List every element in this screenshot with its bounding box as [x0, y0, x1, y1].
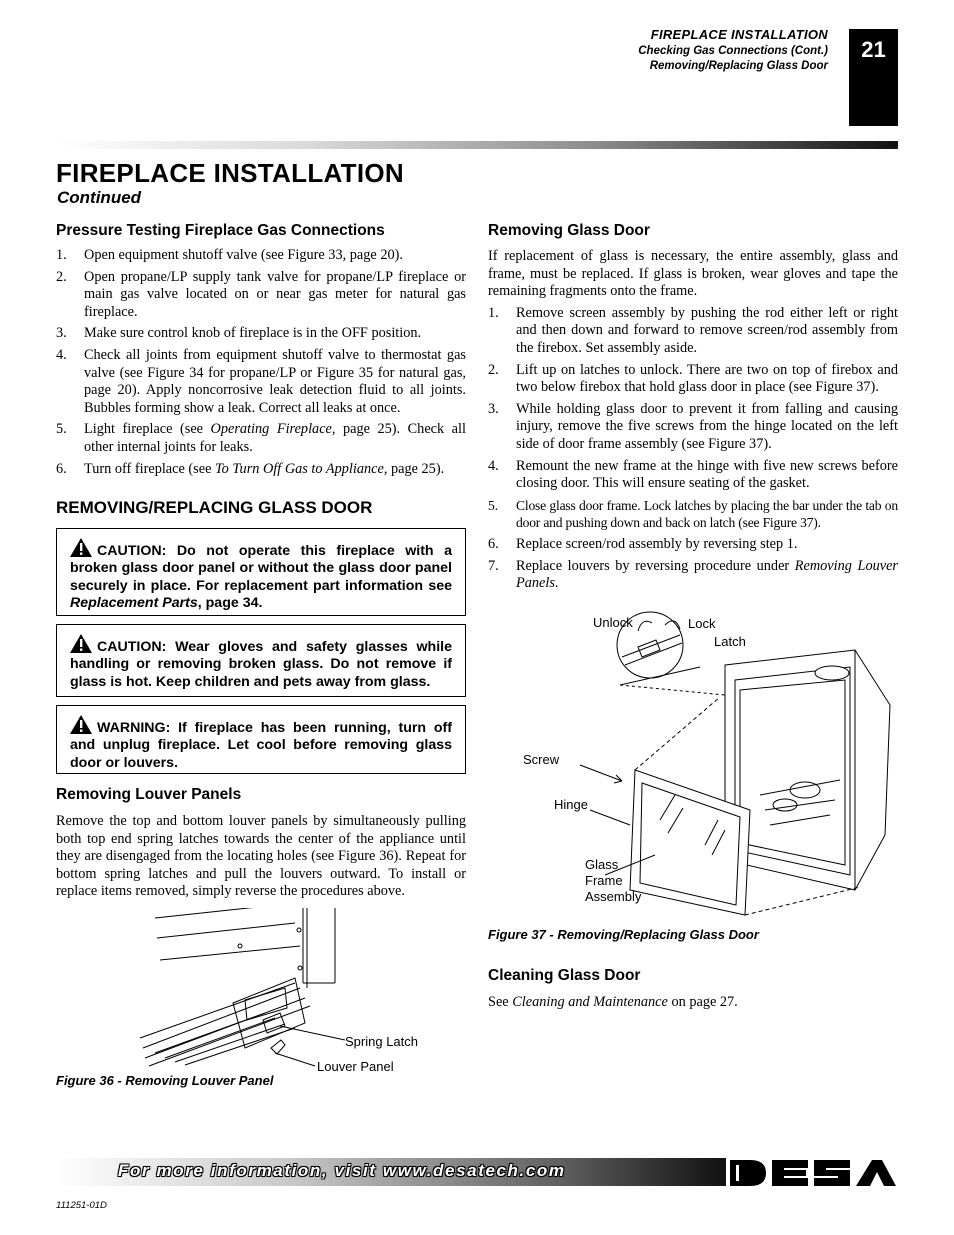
list-item: 5. Light fireplace (see Operating Fireplace, page 25). Check all other internal joints for leaks.: [56, 421, 466, 455]
glass-door-section-heading: REMOVING/REPLACING GLASS DOOR: [56, 498, 373, 517]
figure-36-caption: Figure 36 - Removing Louver Panel: [56, 1073, 274, 1088]
cleaning-section: [488, 967, 898, 1012]
caution-box-1: CAUTION: Do not operate this fireplace with a broken glass door panel or without the glass door panel securely in place. For replacement part information see Replacement Parts, page 34.: [56, 528, 466, 616]
removing-door-section: [488, 222, 898, 597]
cleaning-heading: Cleaning Glass Door: [488, 967, 641, 984]
label-lock: Lock: [688, 616, 716, 631]
removing-door-intro: If replacement of glass is necessary, the entire assembly, glass and frame, must be replaced. If glass is broken, wear gloves and tape the remaining fragments onto the frame.: [488, 248, 898, 300]
caution-box-2: CAUTION: Wear gloves and safety glasses while handling or removing broken glass. Do not remove if glass is hot. Keep children and pets away from glass.: [56, 624, 466, 697]
list-item: 3. While holding glass door to prevent it from falling and causing injury, remove the five screws from the hinge located on the left side of door frame assembly (see Figure 37).: [488, 400, 898, 452]
running-header: [638, 27, 828, 72]
warning-box: WARNING: If fireplace has been running, turn off and unplug fireplace. Let cool before removing glass door or louvers.: [56, 705, 466, 774]
footer-banner-text: For more information, visit www.desatech.com: [118, 1161, 566, 1180]
list-item: 1. Remove screen assembly by pushing the rod either left or right and then down and forward to remove screen/rod assembly from the firebox. Set assembly aside.: [488, 304, 898, 356]
warning-triangle-icon: [70, 538, 92, 557]
list-item: 6. Replace screen/rod assembly by reversing step 1.: [488, 535, 798, 552]
list-item: 1. Open equipment shutoff valve (see Figure 33, page 20).: [56, 247, 403, 263]
header-topic-1: Checking Gas Connections (Cont.): [638, 45, 828, 57]
list-item: 6. Turn off fireplace (see To Turn Off Gas to Appliance, page 25).: [56, 460, 445, 477]
list-item: 5. Close glass door frame. Lock latches by placing the bar under the tab on door and pushing down and back on latch (see Figure 37).: [488, 497, 898, 531]
page-subtitle: Continued: [57, 188, 142, 207]
label-glass-frame-assembly: Glass Frame Assembly: [585, 857, 642, 904]
header-section: FIREPLACE INSTALLATION: [650, 27, 828, 42]
removing-door-steps: [488, 305, 898, 593]
cleaning-body: See Cleaning and Maintenance on page 27.: [488, 994, 738, 1010]
list-item: 2. Open propane/LP supply tank valve for propane/LP fireplace or main gas valve located on or near gas meter for natural gas fireplace.: [56, 268, 466, 320]
louver-heading: Removing Louver Panels: [56, 786, 242, 803]
warning-triangle-icon: [70, 634, 92, 653]
warning-triangle-icon: [70, 715, 92, 734]
header-topic-2: Removing/Replacing Glass Door: [649, 60, 828, 72]
figure-37-caption: Figure 37 - Removing/Replacing Glass Door: [488, 927, 759, 942]
pressure-testing-heading: Pressure Testing Fireplace Gas Connections: [56, 222, 385, 239]
desa-logo: [726, 1156, 898, 1190]
pressure-testing-section: [56, 222, 466, 482]
list-item: 7. Replace louvers by reversing procedure under Removing Louver Panels.: [488, 557, 898, 592]
page-title: FIREPLACE INSTALLATION: [56, 158, 404, 188]
document-number: 111251-01D: [56, 1200, 107, 1211]
list-item: 2. Lift up on latches to unlock. There are two on top of firebox and two below firebox that hold glass door in place (see Figure 37).: [488, 361, 898, 396]
svg-text:DESA: DESA: [726, 1156, 729, 1157]
louver-body: Remove the top and bottom louver panels by simultaneously pulling both top end spring latches towards the center of the appliance until they are disengaged from the locating holes (see Figure 36). Repeat for bottom spring latches and pull the louvers outward. To install or replace items removed, simply reverse the procedures above.: [56, 813, 466, 900]
pressure-testing-steps: [56, 247, 466, 478]
label-spring-latch: Spring Latch: [345, 1034, 418, 1049]
label-hinge: Hinge: [554, 797, 588, 812]
louver-section: [56, 786, 466, 901]
label-unlock: Unlock: [593, 615, 633, 630]
header-gradient-rule: [56, 141, 898, 149]
removing-door-heading: Removing Glass Door: [488, 222, 650, 239]
label-latch: Latch: [714, 634, 746, 649]
list-item: 3. Make sure control knob of fireplace is in the OFF position.: [56, 325, 422, 342]
label-louver-panel: Louver Panel: [317, 1059, 394, 1074]
label-screw: Screw: [523, 752, 560, 767]
list-item: 4. Check all joints from equipment shutoff valve to thermostat gas valve (see Figure 34 for propane/LP or Figure 35 for natural gas, page 20). Apply noncorrosive leak detection fluid to all joints. Bubbles forming show a leak. Correct all leaks at once.: [56, 346, 466, 416]
page-number: 21: [861, 37, 886, 62]
page-number-tab: [849, 29, 898, 126]
list-item: 4. Remount the new frame at the hinge with five new screws before closing door. This will ensure seating of the gasket.: [488, 457, 898, 492]
